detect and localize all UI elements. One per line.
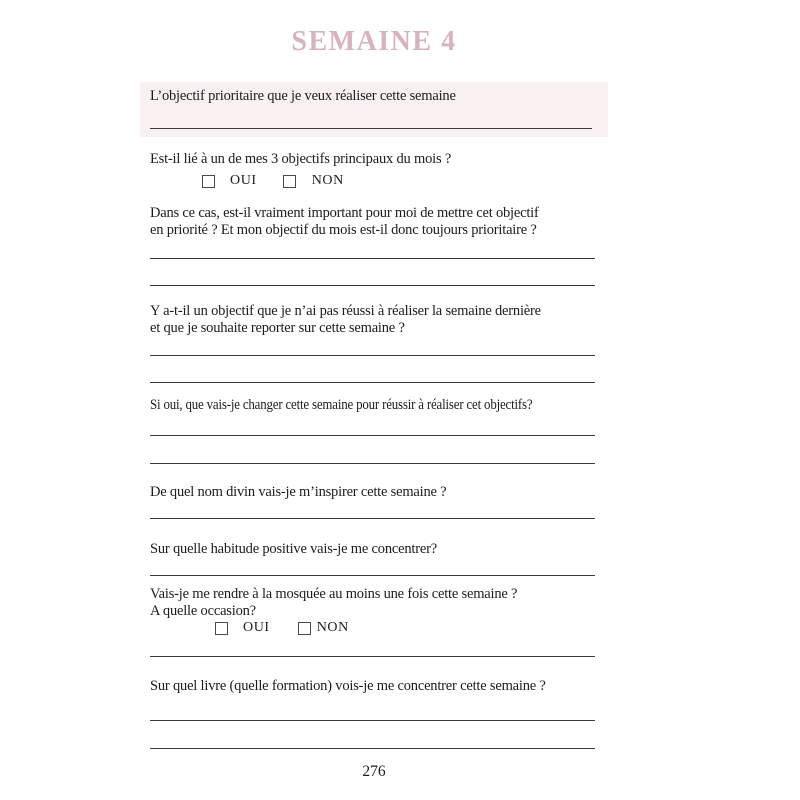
page-number: 276 <box>362 763 386 780</box>
write-line[interactable] <box>150 435 595 436</box>
question-carry-over <box>150 303 541 337</box>
non-label: NON <box>311 173 344 188</box>
write-line[interactable] <box>150 656 595 657</box>
write-line[interactable] <box>150 748 595 749</box>
write-line[interactable] <box>150 463 595 464</box>
priority-objective-write-line[interactable] <box>150 128 592 129</box>
write-line[interactable] <box>150 720 595 721</box>
oui-checkbox[interactable] <box>202 175 215 188</box>
question-mosque-line1: Vais-je me rendre à la mosquée au moins une fois cette semaine ? <box>150 586 518 602</box>
write-line[interactable] <box>150 258 595 259</box>
question-positive-habit: Sur quelle habitude positive vais-je me concentrer? <box>150 541 437 557</box>
choice-row-mosque <box>215 620 349 636</box>
question-mosque-line2: A quelle occasion? <box>150 603 256 619</box>
write-line[interactable] <box>150 355 595 356</box>
write-line[interactable] <box>150 518 595 519</box>
question-priority-check <box>150 205 539 239</box>
page-content <box>140 0 608 800</box>
oui-label: OUI <box>243 620 270 635</box>
choice-row-monthly <box>202 173 344 189</box>
question-divine-name: De quel nom divin vais-je m’inspirer cette semaine ? <box>150 484 447 500</box>
non-checkbox[interactable] <box>298 622 311 635</box>
question-change-plan: Si oui, que vais-je changer cette semaine pour réussir à réaliser cet objectifs? <box>150 397 533 413</box>
page-title: SEMAINE 4 <box>291 26 457 57</box>
priority-objective-label: L’objectif prioritaire que je veux réaliser cette semaine <box>150 88 456 104</box>
question-priority-check-line1: Dans ce cas, est-il vraiment important pour moi de mettre cet objectif <box>150 205 539 221</box>
question-book-focus: Sur quel livre (quelle formation) vois-je me concentrer cette semaine ? <box>150 678 546 694</box>
question-priority-check-line2: en priorité ? Et mon objectif du mois est-il donc toujours prioritaire ? <box>150 222 537 238</box>
write-line[interactable] <box>150 382 595 383</box>
question-linked-to-monthly: Est-il lié à un de mes 3 objectifs principaux du mois ? <box>150 151 452 167</box>
oui-label: OUI <box>230 173 257 188</box>
priority-objective-box <box>140 82 608 137</box>
oui-checkbox[interactable] <box>215 622 228 635</box>
question-mosque <box>150 586 517 620</box>
question-carry-over-line1: Y a-t-il un objectif que je n’ai pas réussi à réaliser la semaine dernière <box>150 303 541 319</box>
question-carry-over-line2: et que je souhaite reporter sur cette semaine ? <box>150 320 405 336</box>
write-line[interactable] <box>150 285 595 286</box>
write-line[interactable] <box>150 575 595 576</box>
non-label: NON <box>316 620 349 635</box>
non-checkbox[interactable] <box>283 175 296 188</box>
